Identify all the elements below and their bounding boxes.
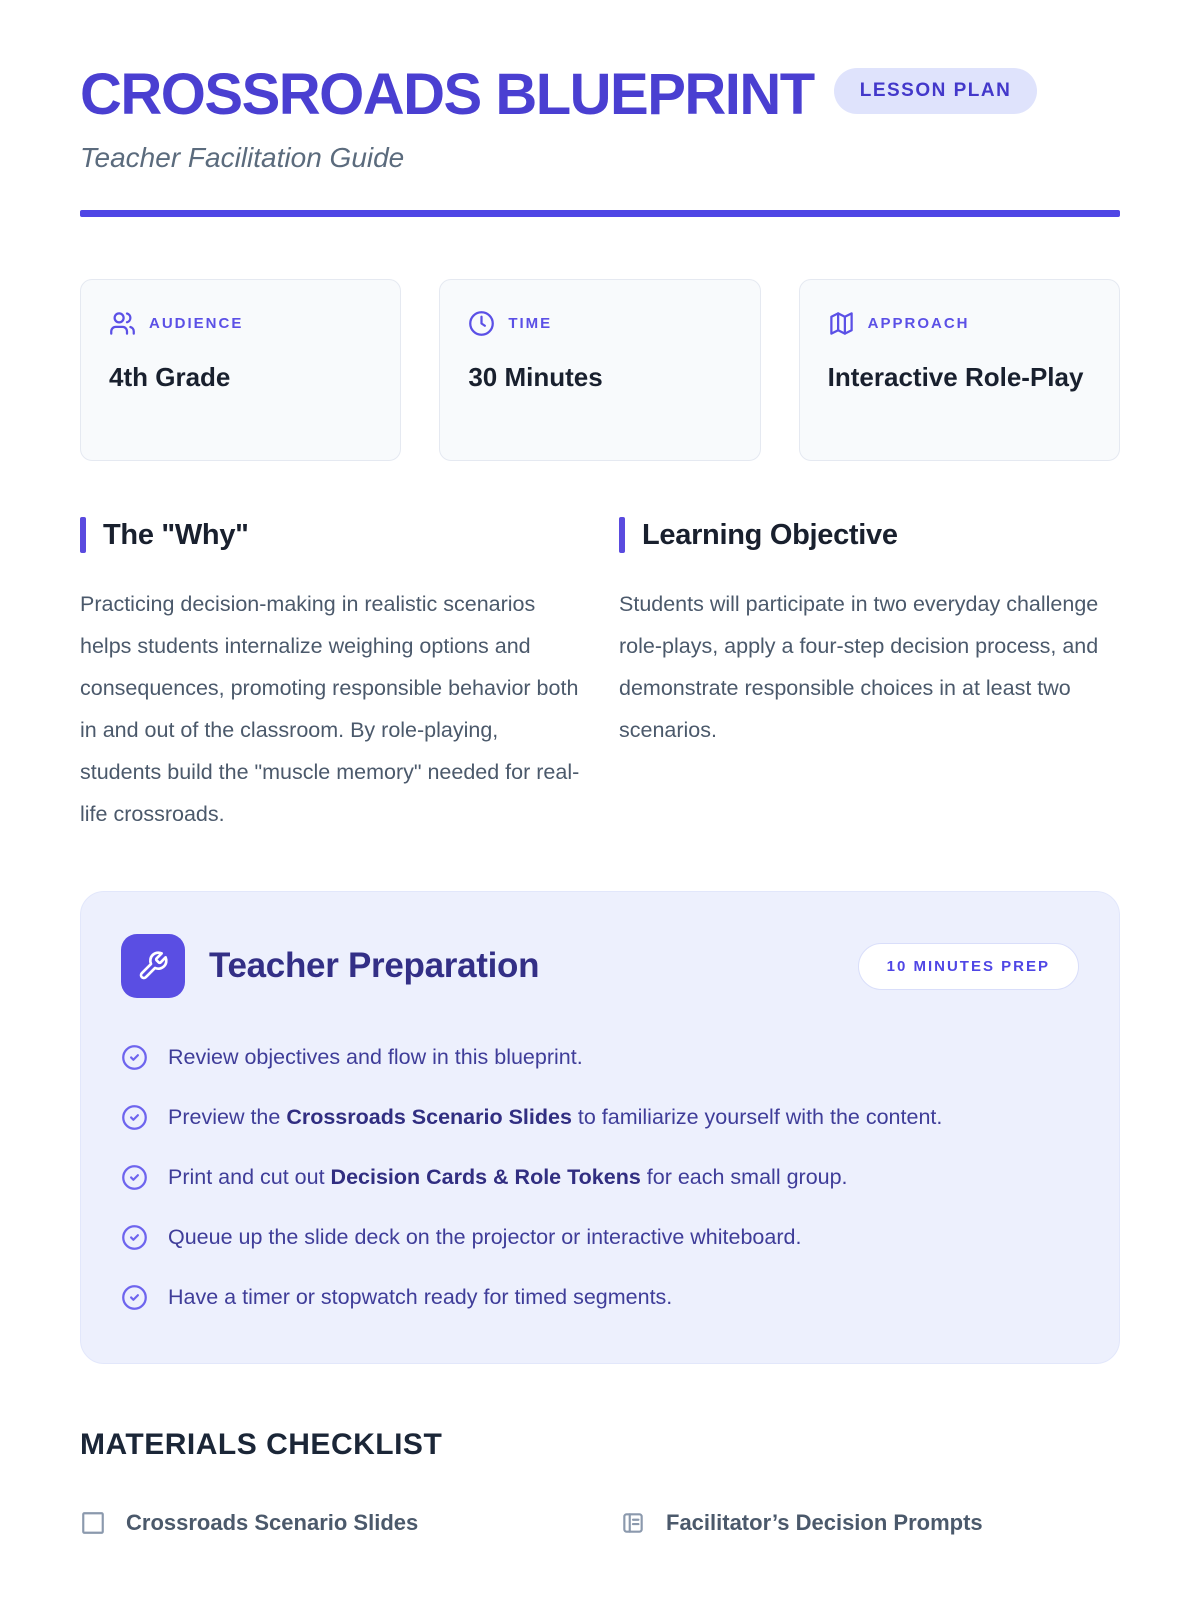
slides-icon <box>80 1510 106 1536</box>
material-item <box>620 1508 1120 1539</box>
section-title: The "Why" <box>103 518 249 551</box>
material-label: Crossroads Scenario Slides <box>126 1510 419 1535</box>
prep-item-text: Have a timer or stopwatch ready for timed segments. <box>168 1285 673 1309</box>
prep-item <box>121 1218 1079 1257</box>
prep-item <box>121 1038 1079 1077</box>
card-value: 4th Grade <box>109 362 231 392</box>
prep-item <box>121 1278 1079 1317</box>
materials-title: MATERIALS CHECKLIST <box>80 1428 443 1461</box>
wrench-icon <box>137 950 169 982</box>
prep-item-text: Preview the Crossroads Scenario Slides to familiarize yourself with the content. <box>168 1105 943 1129</box>
card-label: AUDIENCE <box>149 315 244 332</box>
why-section <box>80 517 581 835</box>
check-circle-icon <box>121 1284 148 1311</box>
card-value: 30 Minutes <box>468 362 603 392</box>
prompts-icon <box>620 1510 646 1536</box>
prep-time-badge: 10 MINUTES PREP <box>858 943 1079 990</box>
prep-title: Teacher Preparation <box>209 946 540 985</box>
check-circle-icon <box>121 1044 148 1071</box>
materials-list <box>80 1508 1120 1539</box>
prep-checklist <box>121 1038 1079 1317</box>
accent-bar <box>80 517 86 553</box>
section-title: Learning Objective <box>642 518 898 551</box>
check-circle-icon <box>121 1224 148 1251</box>
approach-card <box>799 279 1120 461</box>
prep-item-text: Print and cut out Decision Cards & Role Tokens for each small group. <box>168 1165 848 1189</box>
users-icon <box>109 310 136 337</box>
material-label: Facilitator’s Decision Prompts <box>666 1510 983 1535</box>
header-divider <box>80 210 1120 217</box>
card-label: APPROACH <box>867 315 970 332</box>
info-cards <box>80 279 1120 461</box>
section-body: Students will participate in two everyday challenge role-plays, apply a four-step decision process, and demonstrate responsible choices in at least two scenarios. <box>619 592 1099 742</box>
prep-item <box>121 1158 1079 1197</box>
material-item <box>80 1508 580 1539</box>
lesson-plan-badge: LESSON PLAN <box>834 68 1038 114</box>
card-label: TIME <box>508 315 553 332</box>
card-value: Interactive Role-Play <box>827 362 1084 392</box>
prep-item <box>121 1098 1079 1137</box>
prep-item-text: Review objectives and flow in this blueprint. <box>168 1045 583 1069</box>
lesson-plan-page <box>80 0 1120 1539</box>
section-body: Practicing decision-making in realistic scenarios helps students internalize weighing options and consequences, promoting responsible behavior both in and out of the classroom. By role-playing, students build the "muscle memory" needed for real-life crossroads. <box>80 592 580 826</box>
header <box>80 62 1120 127</box>
check-circle-icon <box>121 1104 148 1131</box>
teacher-preparation-panel <box>80 891 1120 1364</box>
page-subtitle: Teacher Facilitation Guide <box>80 142 405 173</box>
prep-item-text: Queue up the slide deck on the projector or interactive whiteboard. <box>168 1225 802 1249</box>
objective-section <box>619 517 1120 835</box>
map-icon <box>828 310 855 337</box>
check-circle-icon <box>121 1164 148 1191</box>
time-card <box>439 279 760 461</box>
page-title: CROSSROADS BLUEPRINT <box>80 62 814 127</box>
why-objective-sections <box>80 517 1120 835</box>
audience-card <box>80 279 401 461</box>
clock-icon <box>468 310 495 337</box>
accent-bar <box>619 517 625 553</box>
